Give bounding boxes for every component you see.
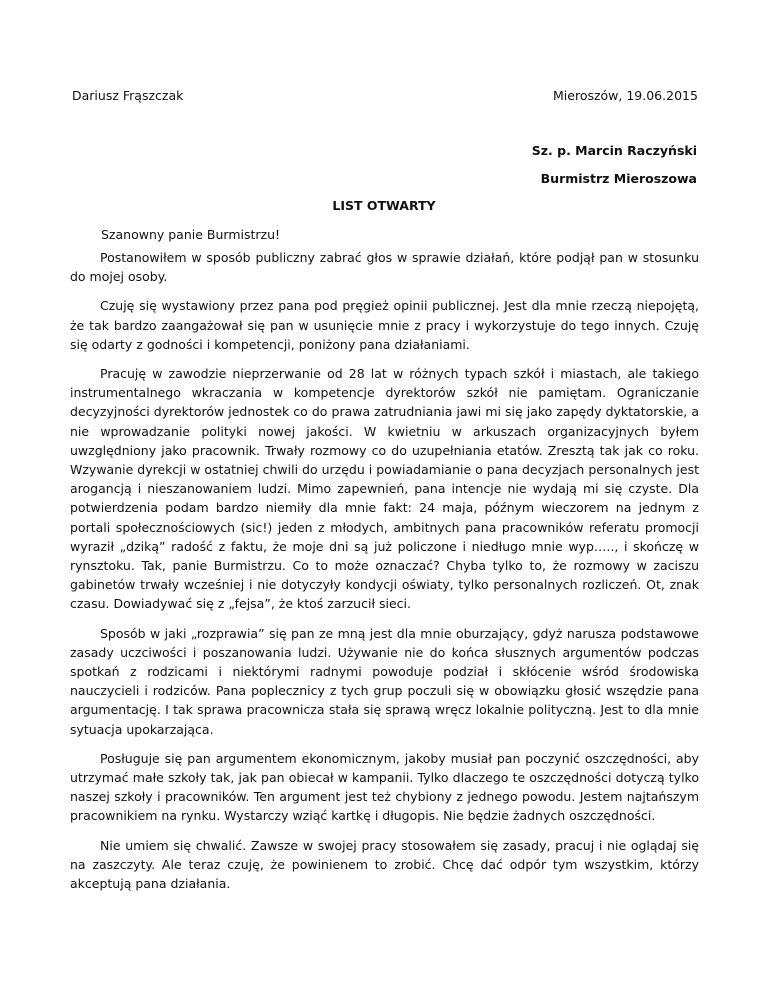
recipient-name: Sz. p. Marcin Raczyński xyxy=(531,143,697,158)
paragraph: Czuję się wystawiony przez pana pod pręgież opinii publicznej. Jest dla mnie rzeczą niepojętą, że tak bardzo zaangażował się pan w usunięcie mnie z pracy i wykorzystuje do tego innych. Czuję się odarty z godności i kompetencji, poniżony pana działaniami. xyxy=(70,298,699,352)
recipient-title: Burmistrz Mieroszowa xyxy=(540,171,697,186)
greeting: Szanowny panie Burmistrzu! xyxy=(101,227,281,242)
letter-title: LIST OTWARTY xyxy=(332,198,436,213)
paragraph: Nie umiem się chwalić. Zawsze w swojej pracy stosowałem się zasady, pracuj i nie oglądaj się na zaszczyty. Ale teraz czuję, że powinienem to zrobić. Chcę dać odpór tym wszystkim, którzy akceptują pana działania. xyxy=(70,837,699,892)
paragraph: Postanowiłem w sposób publiczny zabrać głos w sprawie działań, które podjął pan w stosunku do mojej osoby. xyxy=(70,250,699,285)
paragraph: Sposób w jaki „rozprawia” się pan ze mną jest dla mnie oburzający, gdyż narusza podstawowe zasady uczciwości i poszanowania ludzi. Używanie nie do końca słusznych argumentów podczas spotkań z rodzicami i niektórymi radnymi powoduje podział i skłócenie wśród środowiska nauczycieli i rodziców. Pana poplecznicy z tych grup poczuli się w obowiązku głosić wszędzie pana argumentację. I tak sprawa pracownicza stała się sprawą wręcz lokalnie polityczną. Jest to dla mnie sytuacja upokarzająca. xyxy=(70,625,699,737)
paragraph: Posługuje się pan argumentem ekonomicznym, jakoby musiał pan poczynić oszczędności, aby utrzymać małe szkoły tak, jak pan obiecał w kampanii. Tylko dlaczego te oszczędności dotyczą tylko naszej szkoły i pracowników. Ten argument jest też chybiony z jednego powodu. Jestem najtańszym pracownikiem na rynku. Wystarczy wziąć kartkę i długopis. Nie będzie żadnych oszczędności. xyxy=(70,750,699,824)
paragraph: Pracuję w zawodzie nieprzerwanie od 28 lat w różnych typach szkół i miastach, ale takiego instrumentalnego wkraczania w kompetencje dyrektorów szkół nie pamiętam. Ograniczanie decyzyjności dyrektorów jednostek co do prawa zatrudniania jawi mi się jako zapędy dyktatorskie, a nie wprowadzanie polityki nowej jakości. W kwietniu w arkuszach organizacyjnych byłem uwzględniony jako pracownik. Trwały rozmowy co do uzupełniania etatów. Zresztą tak jak co roku. Wzywanie dyrekcji w ostatniej chwili do urzędu i powiadamianie o pana decyzjach personalnych jest arogancją i nieszanowaniem ludzi. Mimo zapewnień, pana intencje nie wydają mi się czyste. Dla potwierdzenia podam bardzo niemiły dla mnie fakt: 24 maja, późnym wieczorem na jednym z portali społecznościowych (sic!) jeden z młodych, ambitnych pana pracowników referatu promocji wyraził „dziką” radość z faktu, że moje dni są już policzone i niedługo mnie wyp….., i skończę w rynsztoku. Tak, panie Burmistrzu. Co to może oznaczać? Chyba tylko to, że rozmowy w zaciszu gabinetów trwały wcześniej i nie dotyczyły kondycji oświaty, tylko personalnych rozliczeń. Ot, znak czasu. Dowiadywać się z „fejsa”, że ktoś zarzucił sieci. xyxy=(70,366,699,612)
letter-body xyxy=(70,248,699,903)
place-date: Mieroszów, 19.06.2015 xyxy=(553,88,698,103)
author-name: Dariusz Frąszczak xyxy=(72,88,184,103)
